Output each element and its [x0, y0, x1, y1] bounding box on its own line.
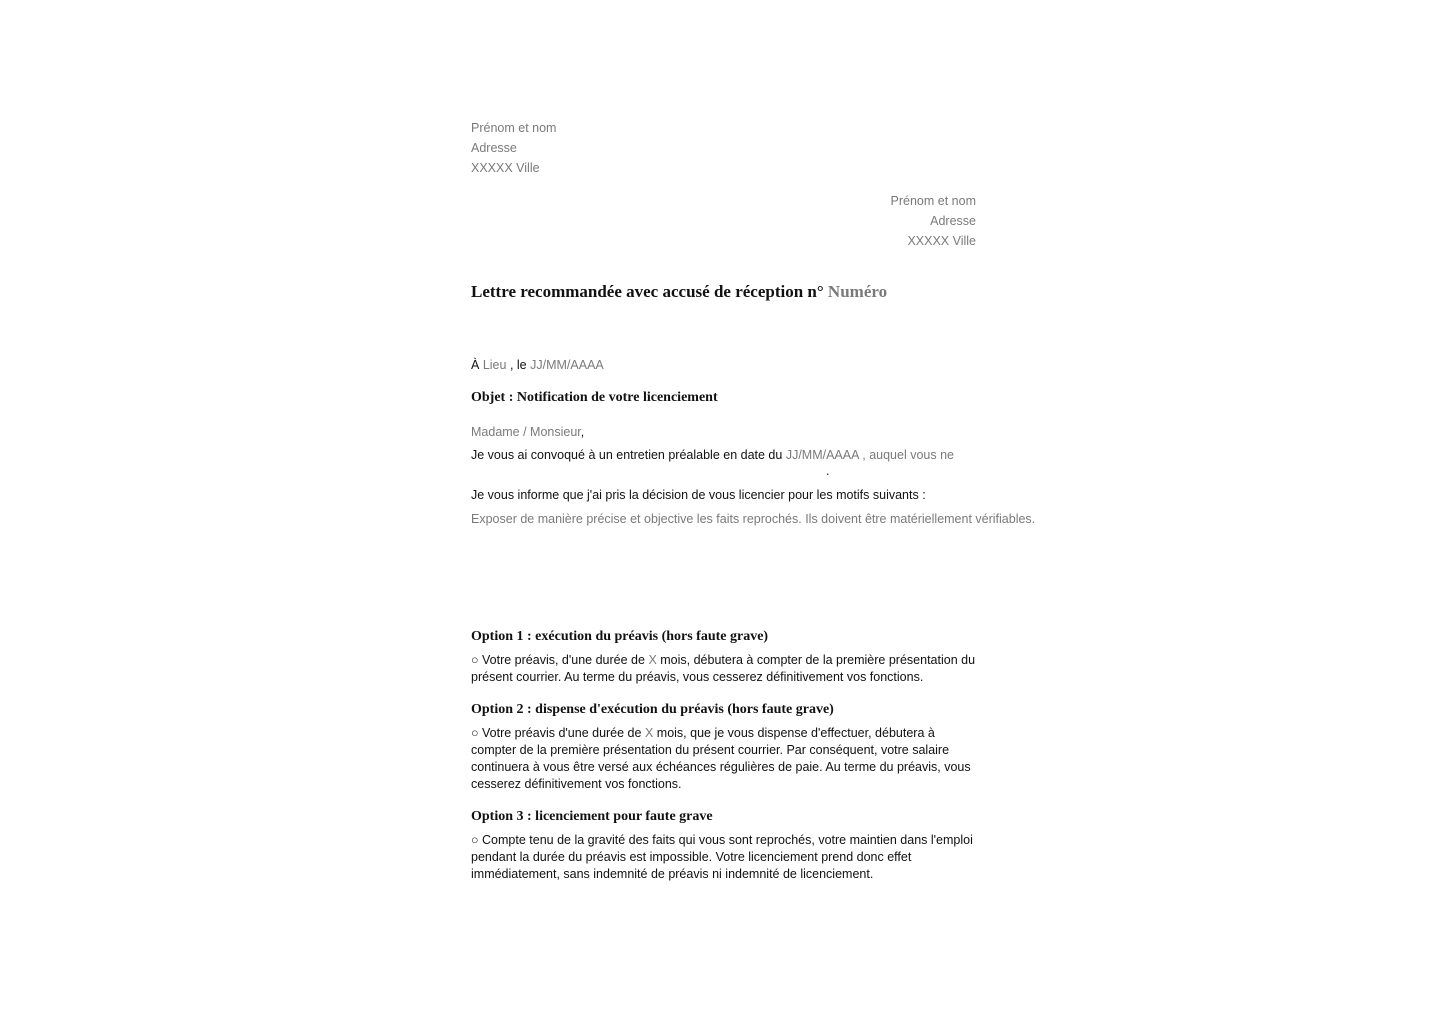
- date-field: JJ/MM/AAAA: [530, 358, 604, 372]
- option-text-part: ○ Votre préavis d'une durée de: [471, 726, 642, 740]
- option-text: présent courrier. Au terme du préavis, vous cesserez définitivement vos fonctions.: [471, 670, 924, 684]
- option-text: ○ Compte tenu de la gravité des faits qui vous sont reprochés, votre maintien dans l'emploi: [471, 833, 973, 847]
- place-prefix: À: [471, 358, 480, 372]
- option-heading: Option 1 : exécution du préavis (hors faute grave): [471, 629, 769, 644]
- option-text-part: mois, débutera à compter de la première présentation du: [660, 653, 976, 667]
- title-text: Lettre recommandée avec accusé de réception n°: [471, 282, 824, 301]
- sender-city: XXXXX Ville: [471, 161, 540, 175]
- interview-date-field: JJ/MM/AAAA: [785, 448, 859, 462]
- subject-line: Objet : Notification de votre licenciement: [471, 390, 718, 405]
- recipient-name: Prénom et nom: [890, 194, 976, 208]
- option-text: [471, 652, 975, 668]
- place-field: Lieu: [482, 358, 507, 372]
- salutation-field: Madame / Monsieur: [471, 425, 581, 439]
- recipient-city: XXXXX Ville: [907, 234, 976, 248]
- interview-paragraph: [471, 447, 954, 463]
- recipient-address: Adresse: [930, 214, 976, 228]
- option-text: cesserez définitivement vos fonctions.: [471, 777, 682, 791]
- interview-text: Je vous ai convoqué à un entretien préalable en date du: [471, 448, 783, 462]
- option-text: pendant la durée du préavis est impossible. Votre licenciement prend donc effet: [471, 850, 912, 864]
- letter-title: [471, 282, 941, 302]
- decision-paragraph: Je vous informe que j'ai pris la décision de vous licencier pour les motifs suivants :: [471, 488, 926, 502]
- option-text: continuera à vous être versé aux échéances régulières de paie. Au terme du préavis, vous: [471, 760, 971, 774]
- months-field: X: [644, 726, 654, 740]
- salutation-comma: ,: [580, 425, 585, 439]
- option-text: [471, 725, 935, 741]
- salutation: [471, 424, 584, 440]
- option-text-part: ○ Votre préavis, d'une durée de: [471, 653, 645, 667]
- sender-name: Prénom et nom: [471, 121, 557, 135]
- option-heading: Option 3 : licenciement pour faute grave: [471, 809, 713, 824]
- option-heading: Option 2 : dispense d'exécution du préavis (hors faute grave): [471, 702, 834, 717]
- sender-address: Adresse: [471, 141, 517, 155]
- place-date-line: [471, 357, 604, 373]
- date-prefix: , le: [509, 358, 527, 372]
- option-text: compter de la première présentation du présent courrier. Par conséquent, votre salaire: [471, 743, 950, 757]
- months-field: X: [648, 653, 657, 667]
- option-text: immédiatement, sans indemnité de préavis ni indemnité de licenciement.: [471, 867, 874, 881]
- reasons-field: Exposer de manière précise et objective les faits reprochés. Ils doivent être matériellement vérifiables.: [471, 512, 1036, 526]
- tracking-number-field: Numéro: [827, 282, 888, 301]
- interview-continuation: , auquel vous ne: [862, 448, 954, 462]
- interview-dot: .: [826, 464, 830, 478]
- option-text-part: mois, que je vous dispense d'effectuer, débutera à: [656, 726, 935, 740]
